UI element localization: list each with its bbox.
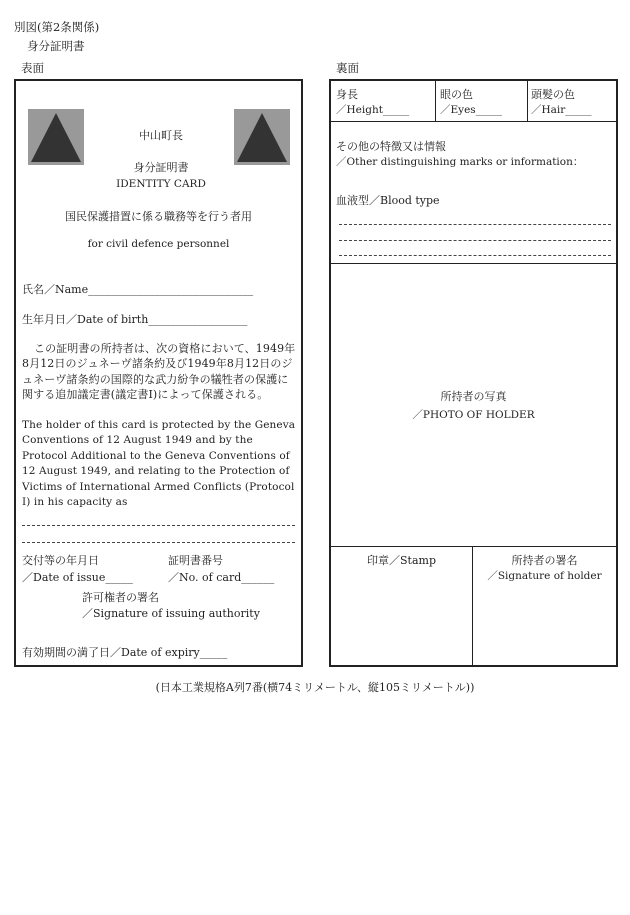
issue-date-en: ／Date of issue_____ bbox=[22, 571, 133, 584]
divider bbox=[331, 263, 616, 264]
hair-label-en: ／Hair_____ bbox=[531, 104, 592, 116]
hair-label-ja: 頭髪の色 bbox=[531, 88, 575, 101]
holder-signature-ja: 所持者の署名 bbox=[511, 554, 578, 567]
capacity-line-2 bbox=[22, 542, 295, 543]
emblem-left-triangle-icon bbox=[28, 109, 84, 165]
card-no-en: ／No. of card______ bbox=[168, 571, 275, 584]
other-marks-ja: その他の特徴又は情報 bbox=[336, 140, 446, 153]
eyes-label-en: ／Eyes_____ bbox=[440, 104, 502, 116]
authority-sig-ja: 許可権者の署名 bbox=[82, 591, 159, 604]
back-card bbox=[329, 79, 618, 667]
eyes-label-ja: 眼の色 bbox=[440, 88, 473, 101]
name-field: 氏名／Name______________________________ bbox=[22, 283, 254, 296]
height-label-en: ／Height_____ bbox=[336, 104, 410, 116]
capacity-line-1 bbox=[22, 525, 295, 526]
issuer-title: 中山町長 bbox=[139, 129, 183, 142]
photo-label-ja: 所持者の写真 bbox=[440, 390, 507, 403]
divider bbox=[435, 81, 436, 121]
card-no-ja: 証明書番号 bbox=[168, 554, 223, 567]
photo-label-en: ／PHOTO OF HOLDER bbox=[412, 409, 535, 421]
stamp-label: 印章／Stamp bbox=[367, 554, 436, 567]
blood-type-label: 血液型／Blood type bbox=[336, 194, 440, 207]
info-line-3 bbox=[339, 255, 611, 256]
emblem-right-triangle-icon bbox=[234, 109, 290, 165]
info-line-2 bbox=[339, 240, 611, 241]
divider bbox=[331, 121, 616, 122]
height-label-ja: 身長 bbox=[336, 88, 358, 101]
page-title: 身分証明書 bbox=[27, 39, 85, 53]
other-marks-en: ／Other distinguishing marks or information： bbox=[336, 156, 584, 168]
statement-ja: この証明書の所持者は、次の資格において、1949年8月12日のジュネーヴ諸条約及び1949年8月12日のジュネーヴ諸条約の国際的な武力紛争の犠牲者の保護に関する追加議定書(議定書Ⅰ)によって保護される。 bbox=[22, 342, 296, 402]
footer-note: (日本工業規格A列7番(横74ミリメートル、縦105ミリメートル)) bbox=[155, 681, 475, 694]
front-card bbox=[14, 79, 303, 667]
divider bbox=[527, 81, 528, 121]
statement-en: The holder of this card is protected by the Geneva Conventions of 12 August 1949 and by the Protocol Additional to the Geneva Conventions of 12 August 1949, and relating to the Protection of Victims of International Armed Conflicts (Protocol Ⅰ) in his capacity as bbox=[22, 419, 296, 509]
front-side-label: 表面 bbox=[21, 61, 44, 75]
card-title-en: IDENTITY CARD bbox=[116, 178, 206, 190]
issue-date-ja: 交付等の年月日 bbox=[22, 554, 99, 567]
info-line-1 bbox=[339, 224, 611, 225]
purpose-ja: 国民保護措置に係る職務等を行う者用 bbox=[65, 210, 252, 223]
card-title-ja: 身分証明書 bbox=[133, 161, 189, 174]
back-side-label: 裏面 bbox=[336, 61, 359, 75]
dob-field: 生年月日／Date of birth__________________ bbox=[22, 313, 248, 326]
expiry-field: 有効期間の満了日／Date of expiry_____ bbox=[22, 646, 228, 659]
purpose-en: for civil defence personnel bbox=[87, 238, 230, 250]
holder-signature-en: ／Signature of holder bbox=[487, 570, 602, 582]
annex-label: 別図(第2条関係) bbox=[14, 20, 100, 34]
divider bbox=[331, 546, 616, 547]
authority-sig-en: ／Signature of issuing authority bbox=[82, 607, 260, 620]
